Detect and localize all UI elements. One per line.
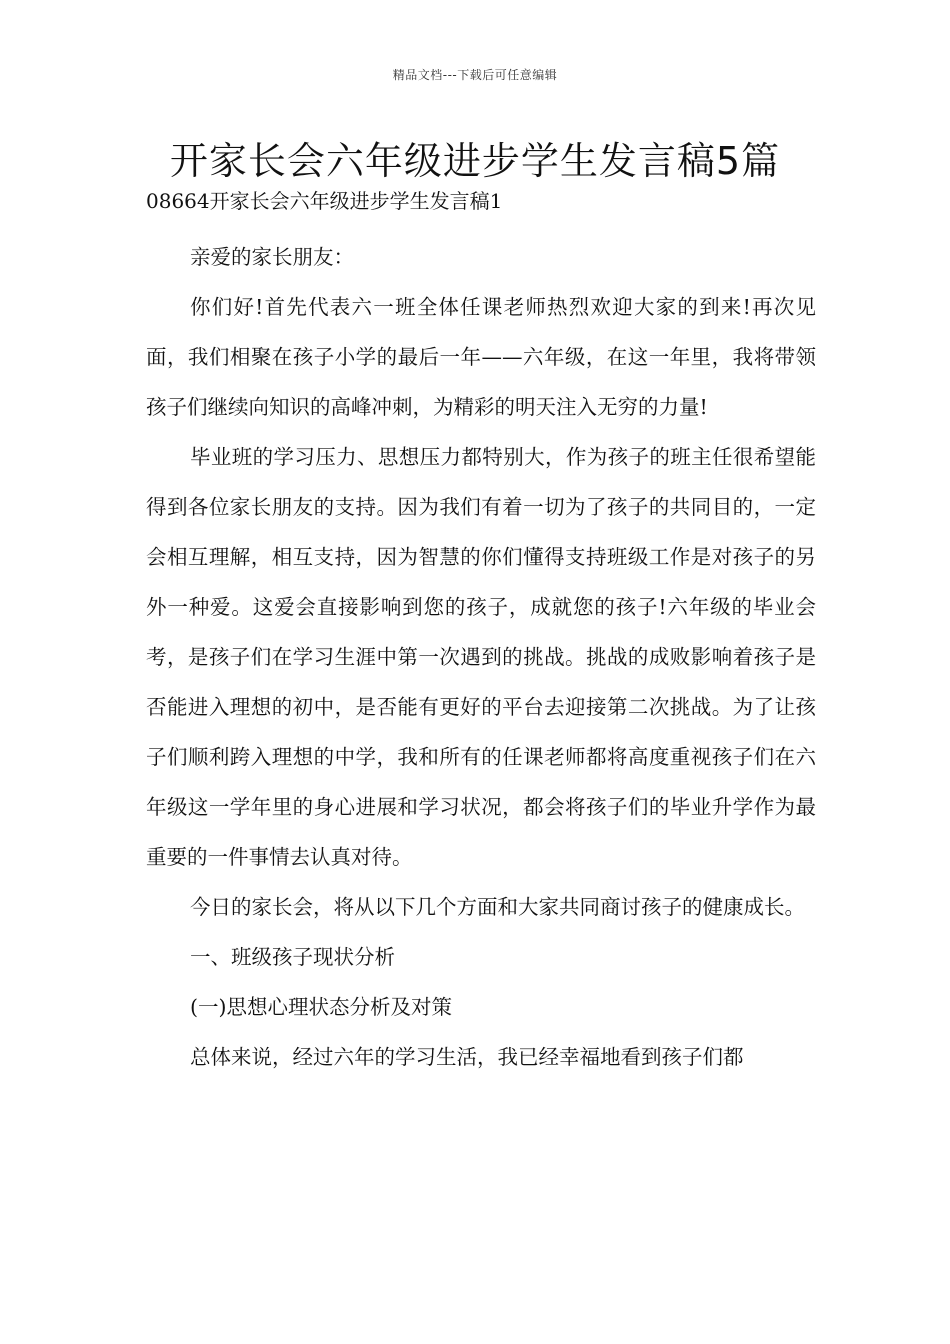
- body-paragraph: 总体来说，经过六年的学习生活，我已经幸福地看到孩子们都: [190, 1045, 744, 1069]
- body-paragraph: 今日的家长会，将从以下几个方面和大家共同商讨孩子的健康成长。: [190, 895, 805, 919]
- body-paragraph: 你们好!首先代表六一班全体任课老师热烈欢迎大家的到来!再次见面，我们相聚在孩子小学的最后一年——六年级，在这一年里，我将带领孩子们继续向知识的高峰冲刺，为精彩的明天注入无穷的力量!: [146, 295, 816, 419]
- document-title: 开家长会六年级进步学生发言稿5篇: [169, 139, 781, 183]
- header-note: 精品文档---下载后可任意编辑: [392, 68, 558, 82]
- greeting-paragraph: 亲爱的家长朋友：: [190, 245, 354, 269]
- subheading-paragraph: 一、班级孩子现状分析: [190, 945, 395, 969]
- section-heading: 08664开家长会六年级进步学生发言稿1: [146, 189, 503, 213]
- body-paragraph: 毕业班的学习压力、思想压力都特别大，作为孩子的班主任很希望能得到各位家长朋友的支持。因为我们有着一切为了孩子的共同目的，一定会相互理解，相互支持，因为智慧的你们懂得支持班级工作是对孩子的另外一种爱。这爱会直接影响到您的孩子，成就您的孩子!六年级的毕业会考，是孩子们在学习生涯中第一次遇到的挑战。挑战的成败影响着孩子是否能进入理想的初中，是否能有更好的平台去迎接第二次挑战。为了让孩子们顺利跨入理想的中学，我和所有的任课老师都将高度重视孩子们在六年级这一学年里的身心进展和学习状况，都会将孩子们的毕业升学作为最重要的一件事情去认真对待。: [146, 445, 816, 869]
- document-body: [146, 232, 816, 1082]
- subheading-paragraph: (一)思想心理状态分析及对策: [190, 995, 452, 1019]
